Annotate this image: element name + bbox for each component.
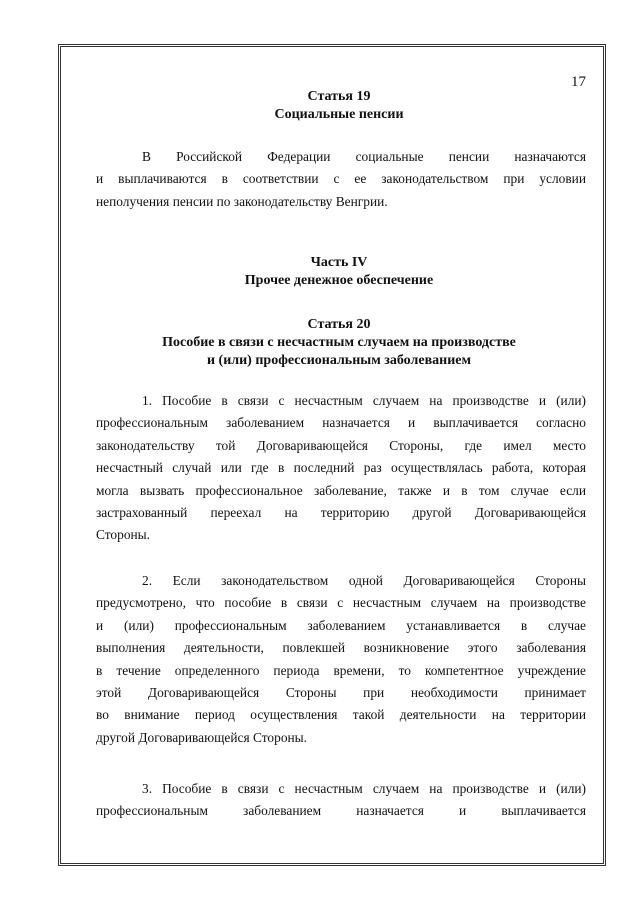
paragraph-line: 1. Пособие в связи с несчастным случаем на производстве и (или): [142, 393, 586, 408]
paragraph-line: застрахованный переехал на территорию другой Договаривающейся: [96, 505, 586, 521]
article-19-heading: [90, 88, 588, 124]
article-20-subtitle-line-1: Пособие в связи с несчастным случаем на производстве: [162, 335, 516, 350]
article-20-paragraph-2: [96, 570, 586, 749]
article-20-paragraph-3: [96, 778, 586, 823]
paragraph-line: и выплачиваются в соответствии с ее законодательством при условии: [96, 171, 586, 187]
part-4-heading: [90, 254, 588, 290]
paragraph-line: выполнения деятельности, повлекшей возникновение этого заболевания: [96, 640, 586, 656]
part-4-title: Часть IV: [310, 255, 368, 270]
article-20-subtitle-line-2: и (или) профессиональным заболеванием: [206, 353, 472, 368]
paragraph-line: профессиональным заболеванием назначается и выплачивается согласно: [96, 415, 586, 431]
paragraph-line: этой Договаривающейся Стороны при необходимости принимает: [96, 685, 586, 701]
paragraph-line: профессиональным заболеванием назначается и выплачивается: [96, 803, 586, 819]
paragraph-line: законодательству той Договаривающейся Стороны, где имел место: [96, 437, 586, 453]
paragraph-line: в течение определенного периода времени, то компетентное учреждение: [96, 662, 586, 678]
paragraph-line: могла вызвать профессиональное заболевание, также и в том случае если: [96, 482, 586, 498]
paragraph-line: и (или) профессиональным заболеванием устанавливается в случае: [96, 617, 586, 633]
paragraph-line: 3. Пособие в связи с несчастным случаем на производстве и (или): [142, 781, 586, 796]
page-number: 17: [571, 74, 586, 90]
article-19-paragraph: [96, 146, 586, 213]
paragraph-line: 2. Если законодательством одной Договаривающейся Стороны: [142, 573, 586, 588]
paragraph-line: Стороны.: [96, 527, 151, 543]
paragraph-line: несчастный случай или где в последний раз осуществлялась работа, которая: [96, 460, 586, 476]
paragraph-line: неполучения пенсии по законодательству Венгрии.: [96, 193, 388, 209]
part-4-subtitle: Прочее денежное обеспечение: [244, 273, 434, 288]
article-19-subtitle: Социальные пенсии: [274, 107, 404, 122]
paragraph-line: другой Договаривающейся Стороны.: [96, 729, 308, 745]
paragraph-line: предусмотрено, что пособие в связи с несчастным случаем на производстве: [96, 595, 586, 611]
paragraph-line: во внимание период осуществления такой деятельности на территории: [96, 707, 586, 723]
paragraph-line: В Российской Федерации социальные пенсии назначаются: [142, 149, 586, 164]
article-19-title: Статья 19: [307, 89, 371, 104]
article-20-heading: [90, 316, 588, 370]
article-20-paragraph-1: [96, 390, 586, 547]
article-20-title: Статья 20: [307, 317, 371, 332]
